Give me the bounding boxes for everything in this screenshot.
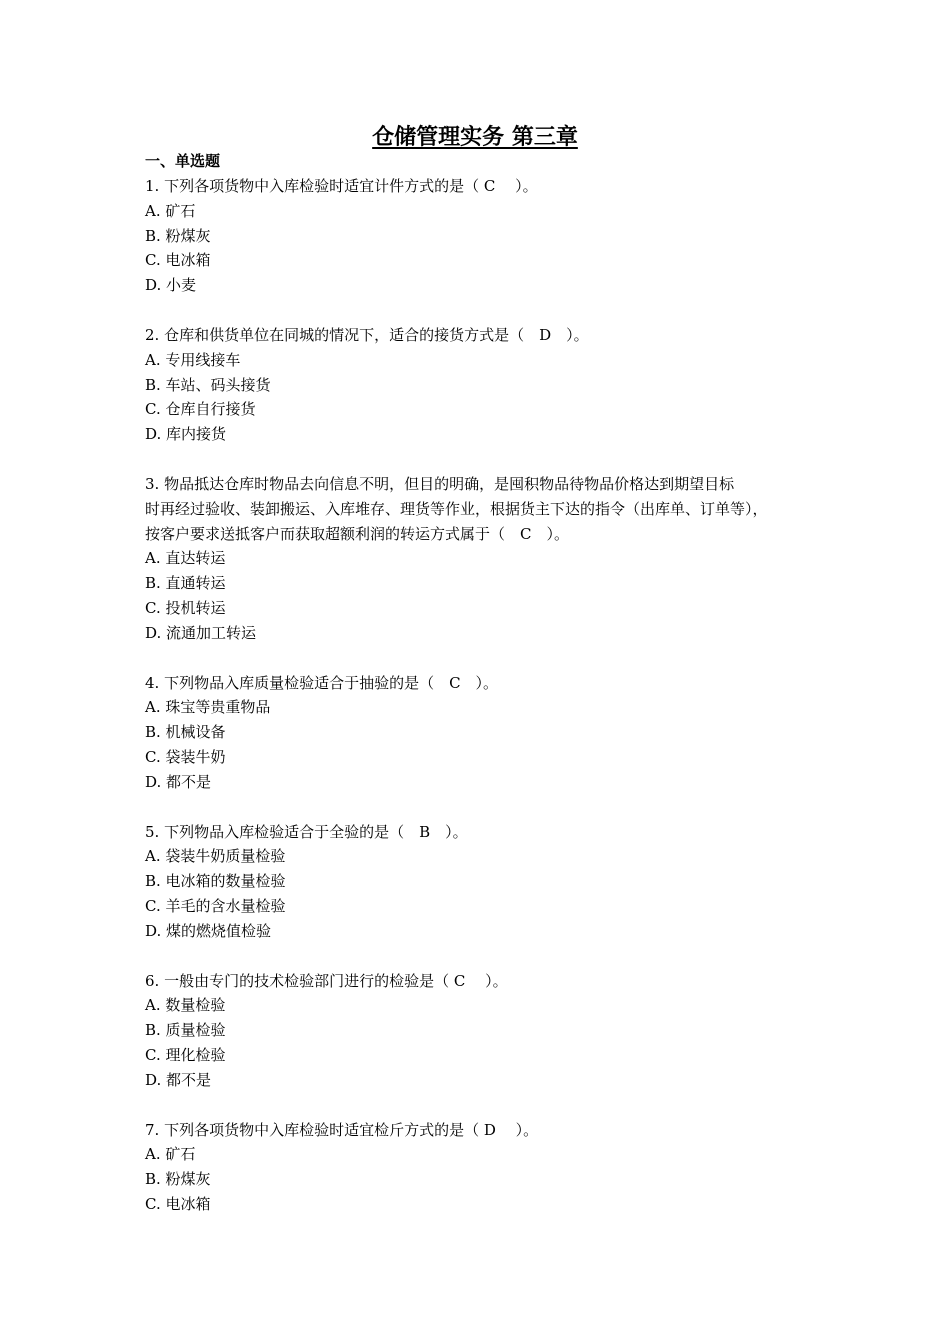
- option-b: B. 车站、码头接货: [145, 375, 271, 394]
- question-list: [145, 174, 815, 1242]
- question-7: [145, 1118, 815, 1217]
- question-5: [145, 820, 815, 944]
- question-2: [145, 323, 815, 447]
- option-b: B. 粉煤灰: [145, 1170, 211, 1189]
- question-6: [145, 969, 815, 1093]
- option-d: D. 都不是: [145, 1070, 212, 1089]
- question-stem-line-1: 3. 物品抵达仓库时物品去向信息不明，但目的明确，是囤积物品待物品价格达到期望目标: [145, 474, 735, 493]
- question-stem: 1. 下列各项货物中入库检验时适宜计件方式的是（ C ）。: [145, 177, 538, 195]
- question-stem: 2. 仓库和供货单位在同城的情况下，适合的接货方式是（ D ）。: [145, 325, 589, 344]
- option-d: D. 库内接货: [145, 425, 227, 444]
- option-a: A. 袋装牛奶质量检验: [145, 847, 286, 866]
- option-d: D. 小麦: [145, 276, 197, 295]
- option-a: A. 珠宝等贵重物品: [145, 698, 271, 717]
- section-heading: 一、单选题: [145, 152, 221, 170]
- option-c: C. 理化检验: [145, 1045, 226, 1064]
- option-d: D. 都不是: [145, 772, 212, 791]
- option-a: A. 矿石: [145, 201, 196, 220]
- question-stem: 5. 下列物品入库检验适合于全验的是（ B ）。: [145, 822, 468, 841]
- question-3: [145, 472, 815, 646]
- option-b: B. 粉煤灰: [145, 226, 211, 245]
- option-c: C. 电冰箱: [145, 251, 211, 270]
- option-d: D. 煤的燃烧值检验: [145, 921, 272, 940]
- option-c: C. 袋装牛奶: [145, 747, 226, 766]
- option-d: D. 流通加工转运: [145, 623, 257, 642]
- option-c: C. 电冰箱: [145, 1194, 211, 1213]
- question-1: [145, 174, 815, 298]
- question-stem: 7. 下列各项货物中入库检验时适宜检斤方式的是（ D ）。: [145, 1120, 539, 1139]
- option-c: C. 羊毛的含水量检验: [145, 896, 286, 915]
- option-b: B. 直通转运: [145, 574, 226, 593]
- question-stem: 6. 一般由专门的技术检验部门进行的检验是（ C ）。: [145, 971, 508, 990]
- option-b: B. 机械设备: [145, 723, 226, 742]
- option-c: C. 仓库自行接货: [145, 400, 256, 419]
- option-a: A. 数量检验: [145, 996, 226, 1015]
- page-title: 仓储管理实务 第三章: [372, 125, 578, 150]
- option-a: A. 矿石: [145, 1145, 196, 1164]
- option-c: C. 投机转运: [145, 598, 226, 617]
- question-stem-line-2: 时再经过验收、装卸搬运、入库堆存、理货等作业，根据货主下达的指令（出库单、订单等），: [145, 499, 768, 518]
- question-stem-line-3: 按客户要求送抵客户而获取超额利润的转运方式属于（ C ）。: [145, 524, 569, 543]
- question-stem: 4. 下列物品入库质量检验适合于抽验的是（ C ）。: [145, 673, 499, 692]
- question-4: [145, 671, 815, 795]
- option-b: B. 质量检验: [145, 1021, 226, 1040]
- option-a: A. 专用线接车: [145, 350, 241, 369]
- option-a: A. 直达转运: [145, 549, 226, 568]
- option-b: B. 电冰箱的数量检验: [145, 872, 286, 891]
